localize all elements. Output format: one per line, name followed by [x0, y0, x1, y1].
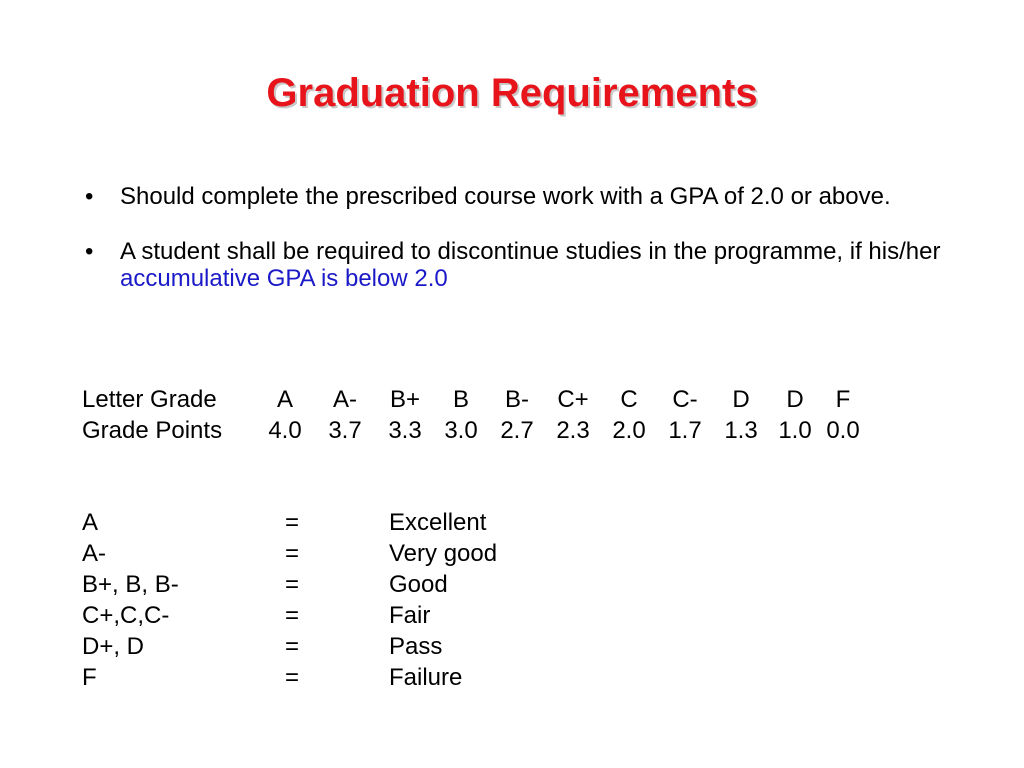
letter-grade-cell: F: [835, 386, 851, 413]
meaning-text: Pass: [389, 633, 443, 660]
grade-meaning-row: [82, 631, 497, 662]
meaning-equals: =: [285, 633, 300, 660]
meaning-equals: =: [285, 571, 300, 598]
meaning-grade: A: [82, 509, 99, 536]
letter-grade-cell: C: [620, 386, 638, 413]
grade-points-label: Grade Points: [82, 417, 223, 444]
grade-points-cell: 4.0: [268, 417, 302, 444]
grade-points-cell: 3.0: [444, 417, 478, 444]
grade-meaning-row: [82, 662, 497, 693]
grade-points-cell: 1.3: [724, 417, 758, 444]
requirement-text: A student shall be required to discontinue studies in the programme, if his/her: [120, 238, 941, 265]
meaning-text: Fair: [389, 602, 431, 629]
grade-meaning-row: [82, 538, 497, 569]
letter-grade-cell: D: [732, 386, 750, 413]
meaning-equals: =: [285, 540, 300, 567]
grade-points-cell: 3.3: [388, 417, 422, 444]
grade-meaning-row: [82, 569, 497, 600]
meaning-text: Very good: [389, 540, 498, 567]
letter-grade-cell: A: [276, 386, 293, 413]
meaning-grade: F: [82, 664, 97, 691]
bullet-marker: •: [85, 238, 94, 265]
meaning-grade: A-: [82, 540, 106, 567]
meaning-equals: =: [285, 664, 300, 691]
bullet-marker: •: [85, 183, 94, 210]
letter-grade-row: [82, 384, 865, 415]
grade-meaning-row: [82, 507, 497, 538]
meaning-text: Good: [389, 571, 448, 598]
requirements-list: [78, 183, 948, 320]
grade-points-cell: 1.7: [668, 417, 702, 444]
grade-points-cell: 2.0: [612, 417, 646, 444]
meaning-grade: D+, D: [82, 633, 145, 660]
meaning-equals: =: [285, 602, 300, 629]
gpa-highlight: accumulative GPA is below 2.0: [120, 265, 448, 292]
meaning-equals: =: [285, 509, 300, 536]
grade-points-cell: 1.0: [778, 417, 812, 444]
requirement-bullet: [78, 183, 948, 210]
letter-grade-cell: B: [452, 386, 469, 413]
grade-points-cell: 2.3: [556, 417, 590, 444]
grade-points-row: [82, 415, 865, 446]
grade-points-cell: 3.7: [328, 417, 362, 444]
requirement-text: Should complete the prescribed course work with a GPA of 2.0 or above.: [120, 183, 891, 210]
letter-grade-cell: C-: [672, 386, 698, 413]
letter-grade-cell: D: [786, 386, 804, 413]
letter-grade-cell: B-: [505, 386, 529, 413]
letter-grade-label: Letter Grade: [82, 386, 217, 413]
grade-meaning-row: [82, 600, 497, 631]
grade-points-cell: 0.0: [826, 417, 860, 444]
meaning-grade: C+,C,C-: [82, 602, 170, 629]
requirement-bullet: [78, 238, 948, 292]
letter-grade-cell: B+: [389, 386, 421, 413]
letter-grade-cell: A-: [333, 386, 357, 413]
meaning-text: Failure: [389, 664, 463, 691]
meaning-text: Excellent: [389, 509, 487, 536]
meaning-grade: B+, B, B-: [82, 571, 179, 598]
grade-table: [82, 384, 865, 446]
letter-grade-cell: C+: [557, 386, 589, 413]
grade-points-cell: 2.7: [500, 417, 534, 444]
slide-title: Graduation Requirements: [266, 71, 758, 115]
grade-meaning-list: [82, 507, 497, 693]
